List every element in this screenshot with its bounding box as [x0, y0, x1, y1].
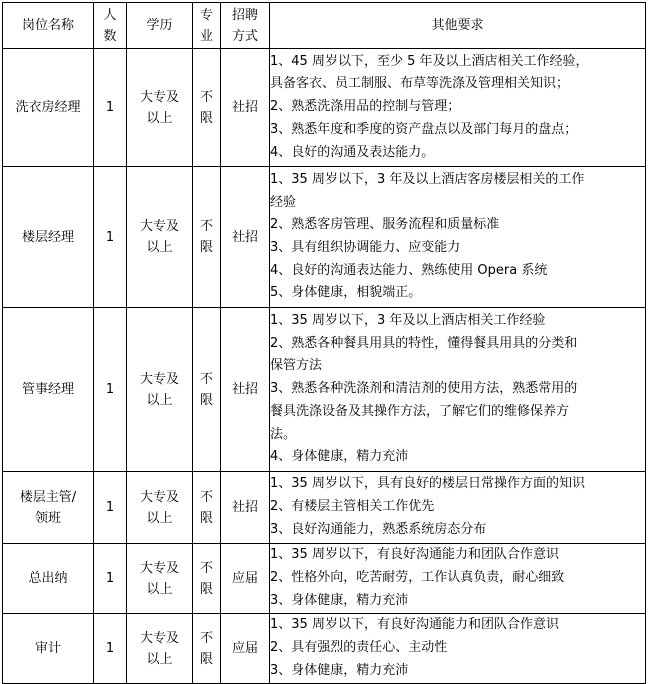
requirement-line: 经验 [270, 194, 297, 210]
requirements-cell [270, 472, 646, 544]
requirements-cell [270, 49, 646, 167]
count-cell: 1 [94, 544, 127, 614]
major-cell: 不 限 [193, 544, 221, 614]
header-position: 岗位名称 [3, 3, 94, 49]
requirements-cell [270, 614, 646, 684]
requirement-line: 2、熟悉客房管理、服务流程和质量标准 [270, 217, 500, 233]
requirement-line: 2、性格外向，吃苦耐劳，工作认真负责，耐心细致 [270, 570, 565, 586]
requirement-line: 1、35 周岁以下，具有良好的楼层日常操作方面的知识 [270, 476, 585, 492]
position-cell: 楼层经理 [3, 167, 94, 308]
education-cell: 大专及 以上 [127, 544, 193, 614]
position-cell: 总出纳 [3, 544, 94, 614]
requirement-line: 4、身体健康，精力充沛 [270, 449, 409, 465]
major-cell: 不 限 [193, 472, 221, 544]
education-cell: 大专及 以上 [127, 472, 193, 544]
recruitment-table [2, 2, 646, 684]
count-cell: 1 [94, 167, 127, 308]
method-cell: 社招 [221, 308, 270, 472]
education-cell: 大专及 以上 [127, 167, 193, 308]
table-row [3, 472, 646, 544]
header-row [3, 3, 646, 49]
table-row [3, 614, 646, 684]
header-requirements: 其他要求 [270, 3, 646, 49]
requirement-line: 2、具有强烈的责任心、主动性 [270, 640, 448, 656]
table-row [3, 49, 646, 167]
table-row [3, 308, 646, 472]
requirement-line: 1、35 周岁以下，3 年及以上酒店客房楼层相关的工作 [270, 171, 585, 187]
requirement-line: 1、45 周岁以下，至少 5 年及以上酒店相关工作经验， [270, 53, 589, 69]
position-cell: 管事经理 [3, 308, 94, 472]
requirement-line: 3、良好沟通能力，熟悉系统房态分布 [270, 521, 487, 537]
requirement-line: 2、有楼层主管相关工作优先 [270, 499, 435, 515]
requirements-cell [270, 544, 646, 614]
requirement-line: 1、35 周岁以下，有良好沟通能力和团队合作意识 [270, 617, 559, 633]
requirement-line: 4、良好的沟通及表达能力。 [270, 144, 435, 160]
count-cell: 1 [94, 614, 127, 684]
position-cell: 审计 [3, 614, 94, 684]
method-cell: 社招 [221, 472, 270, 544]
major-cell: 不 限 [193, 167, 221, 308]
table-row [3, 544, 646, 614]
education-cell: 大专及 以上 [127, 614, 193, 684]
requirement-line: 3、熟悉年度和季度的资产盘点以及部门每月的盘点； [270, 121, 578, 137]
requirements-cell [270, 308, 646, 472]
header-method: 招聘 方式 [221, 3, 270, 49]
requirement-line: 具备客衣、员工制服、布草等洗涤及管理相关知识； [270, 76, 570, 92]
requirement-line: 保管方法 [270, 358, 323, 374]
requirement-line: 5、身体健康，相貌端正。 [270, 285, 422, 301]
requirement-line: 3、身体健康，精力充沛 [270, 662, 409, 678]
requirement-line: 3、熟悉各种洗涤剂和清洁剂的使用方法，熟悉常用的 [270, 381, 578, 397]
position-cell: 洗衣房经理 [3, 49, 94, 167]
method-cell: 应届 [221, 614, 270, 684]
major-cell: 不 限 [193, 614, 221, 684]
requirement-line: 法。 [270, 426, 297, 442]
education-cell: 大专及 以上 [127, 308, 193, 472]
requirements-cell [270, 167, 646, 308]
major-cell: 不 限 [193, 49, 221, 167]
requirement-line: 1、35 周岁以下，3 年及以上酒店相关工作经验 [270, 313, 546, 329]
position-cell: 楼层主管/ 领班 [3, 472, 94, 544]
header-education: 学历 [127, 3, 193, 49]
requirement-line: 4、良好的沟通表达能力、熟练使用 Opera 系统 [270, 262, 548, 278]
requirement-line: 2、熟悉洗涤用品的控制与管理； [270, 99, 461, 115]
requirement-line: 餐具洗涤设备及其操作方法，了解它们的维修保养方 [270, 403, 570, 419]
major-cell: 不 限 [193, 308, 221, 472]
requirement-line: 1、35 周岁以下，有良好沟通能力和团队合作意识 [270, 547, 559, 563]
method-cell: 社招 [221, 167, 270, 308]
method-cell: 应届 [221, 544, 270, 614]
header-count: 人 数 [94, 3, 127, 49]
header-major: 专 业 [193, 3, 221, 49]
education-cell: 大专及 以上 [127, 49, 193, 167]
table-row [3, 167, 646, 308]
count-cell: 1 [94, 308, 127, 472]
method-cell: 社招 [221, 49, 270, 167]
count-cell: 1 [94, 472, 127, 544]
requirement-line: 2、熟悉各种餐具用具的特性，懂得餐具用具的分类和 [270, 335, 578, 351]
requirement-line: 3、身体健康，精力充沛 [270, 592, 409, 608]
count-cell: 1 [94, 49, 127, 167]
requirement-line: 3、具有组织协调能力、应变能力 [270, 240, 461, 255]
